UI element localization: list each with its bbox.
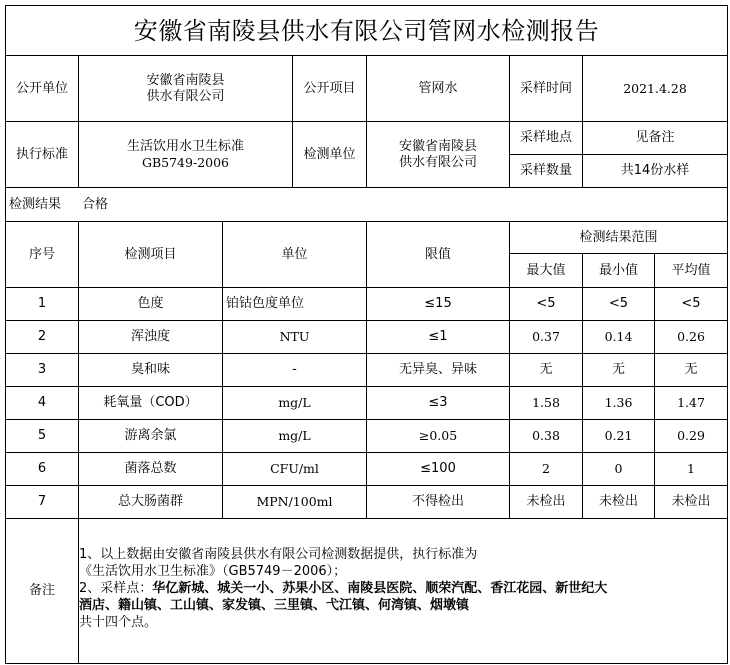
row-max: 1.58 <box>532 395 560 410</box>
sample-time-label: 采样时间 <box>519 80 572 96</box>
row-max: 无 <box>539 362 553 377</box>
header-item: 检测项目 <box>124 246 177 262</box>
row-max: 未检出 <box>526 494 566 509</box>
row-limit: ≥0.05 <box>418 428 458 443</box>
remarks-line <box>79 580 727 597</box>
remarks-sites: 酒店、籍山镇、工山镇、家发镇、三里镇、弋江镇、何湾镇、烟墩镇 <box>79 598 470 613</box>
row-min: 0.21 <box>604 428 633 443</box>
row-item: 色度 <box>137 296 164 311</box>
row-max: 0.38 <box>532 428 560 443</box>
row-min: 0 <box>614 461 623 476</box>
row-unit: 铂钴色度单位 <box>226 296 305 311</box>
row-no: 1 <box>37 296 47 311</box>
header-limit: 限值 <box>424 246 451 262</box>
row-no: 7 <box>37 494 47 509</box>
sample-count-label: 采样数量 <box>519 163 572 178</box>
row-no: 2 <box>37 329 47 344</box>
header-max: 最大值 <box>526 262 566 278</box>
row-limit: 不得检出 <box>411 494 464 509</box>
remarks-text <box>79 546 727 631</box>
row-unit: - <box>292 362 297 377</box>
test-unit-value <box>367 122 509 187</box>
standard-code: GB5749-2006 <box>141 154 230 170</box>
test-unit-line: 供水有限公司 <box>398 154 477 170</box>
standard-name: 生活饮用水卫生标准 <box>126 138 244 154</box>
row-max: 2 <box>542 461 550 476</box>
remarks-line: 《生活饮用水卫生标准》（GB5749－2006）； <box>79 564 347 579</box>
publish-item-label: 公开项目 <box>303 80 356 96</box>
row-no: 5 <box>37 428 47 443</box>
remarks-prefix: 2、采样点： <box>79 581 153 596</box>
row-avg: 0.29 <box>677 428 705 443</box>
remarks-line: 共十四个点。 <box>79 615 158 630</box>
report-title: 安徽省南陵县供水有限公司管网水检测报告 <box>133 16 600 45</box>
row-item: 菌落总数 <box>124 461 177 476</box>
row-unit: mg/L <box>278 395 311 410</box>
row-limit: ≤15 <box>424 296 452 311</box>
header-min: 最小值 <box>598 262 638 278</box>
sample-place-label: 采样地点 <box>519 130 572 145</box>
publish-unit-label: 公开单位 <box>15 80 68 96</box>
row-unit: MPN/100ml <box>256 494 333 509</box>
result-value: 合格 <box>82 196 109 212</box>
row-unit: CFU/ml <box>270 461 319 476</box>
test-unit-line: 安徽省南陵县 <box>398 138 477 154</box>
row-max: 0.37 <box>532 329 560 344</box>
sample-time-value: 2021.4.28 <box>623 80 687 96</box>
header-unit: 单位 <box>281 246 308 262</box>
publish-unit-value <box>79 56 292 121</box>
publish-unit-line: 安徽省南陵县 <box>146 72 225 88</box>
row-limit: ≤1 <box>428 329 448 344</box>
row-avg: 1.47 <box>677 395 705 410</box>
row-item: 耗氧量（COD） <box>103 395 198 410</box>
standard-value <box>79 122 292 187</box>
row-max: <5 <box>536 296 556 311</box>
row-item: 总大肠菌群 <box>117 494 183 509</box>
header-range: 检测结果范围 <box>579 229 658 245</box>
row-avg: 0.26 <box>677 329 705 344</box>
sample-count-value: 共14份水样 <box>620 163 690 178</box>
row-limit: ≤100 <box>420 461 456 476</box>
test-unit-label: 检测单位 <box>303 146 356 162</box>
row-item: 浑浊度 <box>130 329 170 344</box>
rule <box>727 5 728 664</box>
row-min: 0.14 <box>604 329 633 344</box>
row-no: 3 <box>37 362 47 377</box>
remarks-sites: 华亿新城、城关一小、苏果小区、南陵县医院、顺荣汽配、香江花园、新世纪大 <box>152 581 608 596</box>
header-avg: 平均值 <box>671 262 711 278</box>
row-min: <5 <box>608 296 629 311</box>
row-min: 1.36 <box>604 395 633 410</box>
row-no: 6 <box>37 461 47 476</box>
row-avg: 无 <box>684 362 698 377</box>
row-avg: <5 <box>681 296 701 311</box>
sample-place-value: 见备注 <box>635 130 675 145</box>
row-min: 未检出 <box>598 494 638 509</box>
row-unit: NTU <box>279 329 310 344</box>
publish-item-value: 管网水 <box>418 80 458 96</box>
row-avg: 未检出 <box>671 494 711 509</box>
row-limit: 无异臭、异味 <box>398 362 477 377</box>
row-item: 游离余氯 <box>124 428 177 443</box>
remarks-line <box>79 597 727 614</box>
row-limit: ≤3 <box>428 395 448 410</box>
row-avg: 1 <box>687 461 695 476</box>
remarks-label: 备注 <box>28 583 55 598</box>
remarks-line: 1、以上数据由安徽省南陵县供水有限公司检测数据提供，执行标准为 <box>79 547 478 562</box>
rule <box>5 663 728 664</box>
standard-label: 执行标准 <box>15 146 68 162</box>
row-min: 无 <box>611 362 625 377</box>
row-no: 4 <box>37 395 47 410</box>
result-label: 检测结果 <box>9 196 62 212</box>
row-item: 臭和味 <box>130 362 170 377</box>
publish-unit-line: 供水有限公司 <box>146 88 225 104</box>
header-no: 序号 <box>28 246 55 262</box>
row-unit: mg/L <box>278 428 311 443</box>
